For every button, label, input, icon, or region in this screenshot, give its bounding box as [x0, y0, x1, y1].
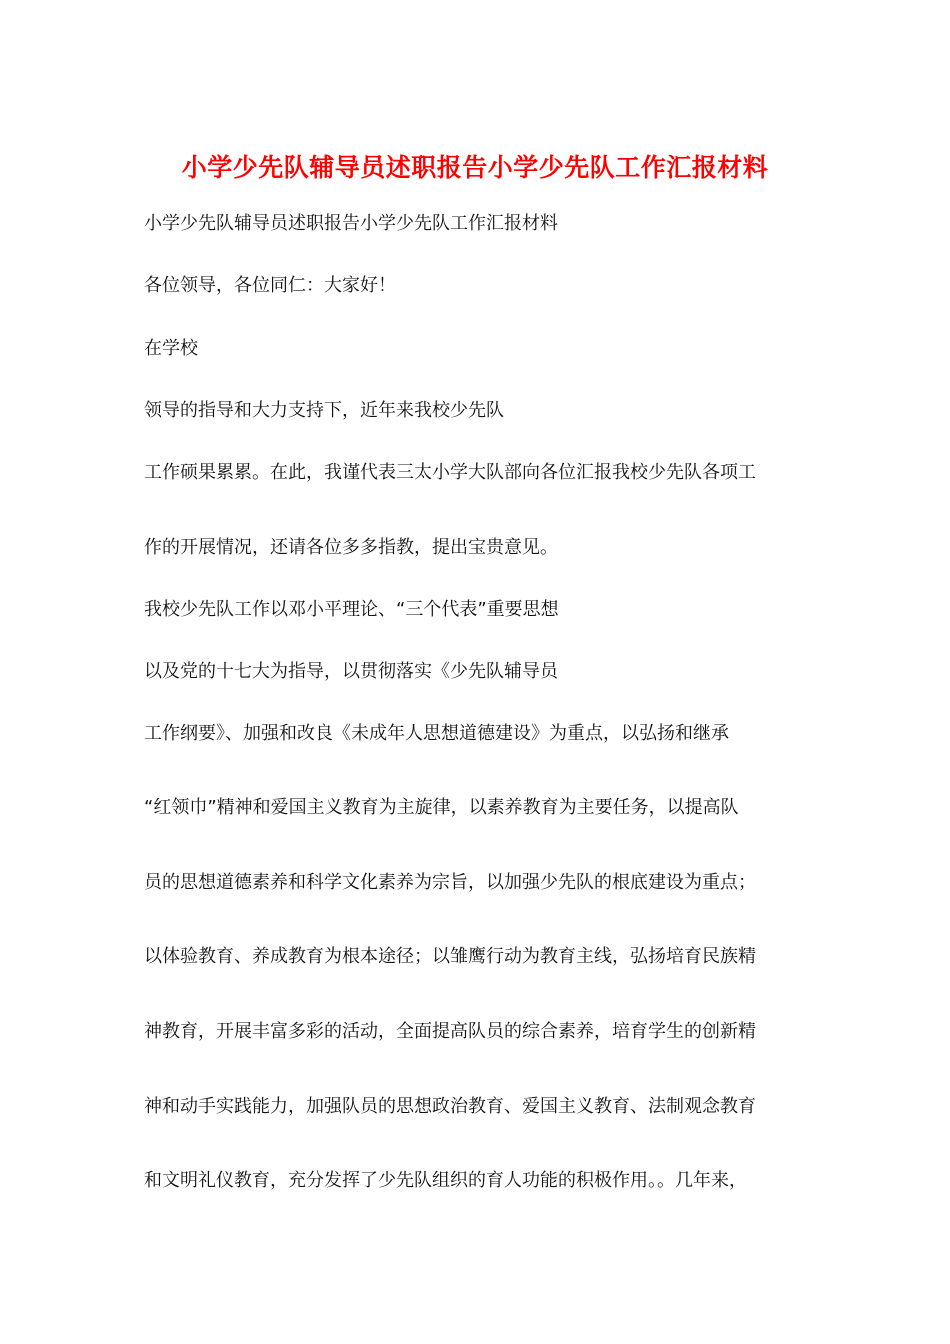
body-line: “红领巾”精神和爱国主义教育为主旋律，以素养教育为主要任务，以提高队 [144, 797, 739, 818]
body-line: 我校少先队工作以邓小平理论、“三个代表”重要思想 [144, 599, 559, 620]
body-line: 工作硕果累累。在此，我谨代表三太小学大队部向各位汇报我校少先队各项工 [144, 462, 756, 483]
greeting-line: 各位领导，各位同仁：大家好！ [144, 275, 396, 296]
body-line: 神教育，开展丰富多彩的活动，全面提高队员的综合素养，培育学生的创新精 [144, 1021, 756, 1042]
body-line: 和文明礼仪教育，充分发挥了少先队组织的育人功能的积极作用。。几年来， [144, 1170, 747, 1191]
body-line: 以及党的十七大为指导，以贯彻落实《少先队辅导员 [144, 661, 558, 682]
body-line: 员的思想道德素养和科学文化素养为宗旨，以加强少先队的根底建设为重点； [144, 872, 756, 893]
body-line: 工作纲要》、加强和改良《未成年人思想道德建设》为重点，以弘扬和继承 [144, 723, 729, 744]
body-line: 领导的指导和大力支持下，近年来我校少先队 [144, 400, 504, 421]
body-line: 在学校 [144, 338, 198, 359]
subtitle-line: 小学少先队辅导员述职报告小学少先队工作汇报材料 [144, 213, 558, 234]
body-line: 神和动手实践能力，加强队员的思想政治教育、爱国主义教育、法制观念教育 [144, 1096, 756, 1117]
document-title: 小学少先队辅导员述职报告小学少先队工作汇报材料 [181, 153, 769, 182]
body-line: 作的开展情况，还请各位多多指教，提出宝贵意见。 [144, 537, 558, 558]
body-line: 以体验教育、养成教育为根本途径；以雏鹰行动为教育主线，弘扬培育民族精 [144, 946, 756, 967]
